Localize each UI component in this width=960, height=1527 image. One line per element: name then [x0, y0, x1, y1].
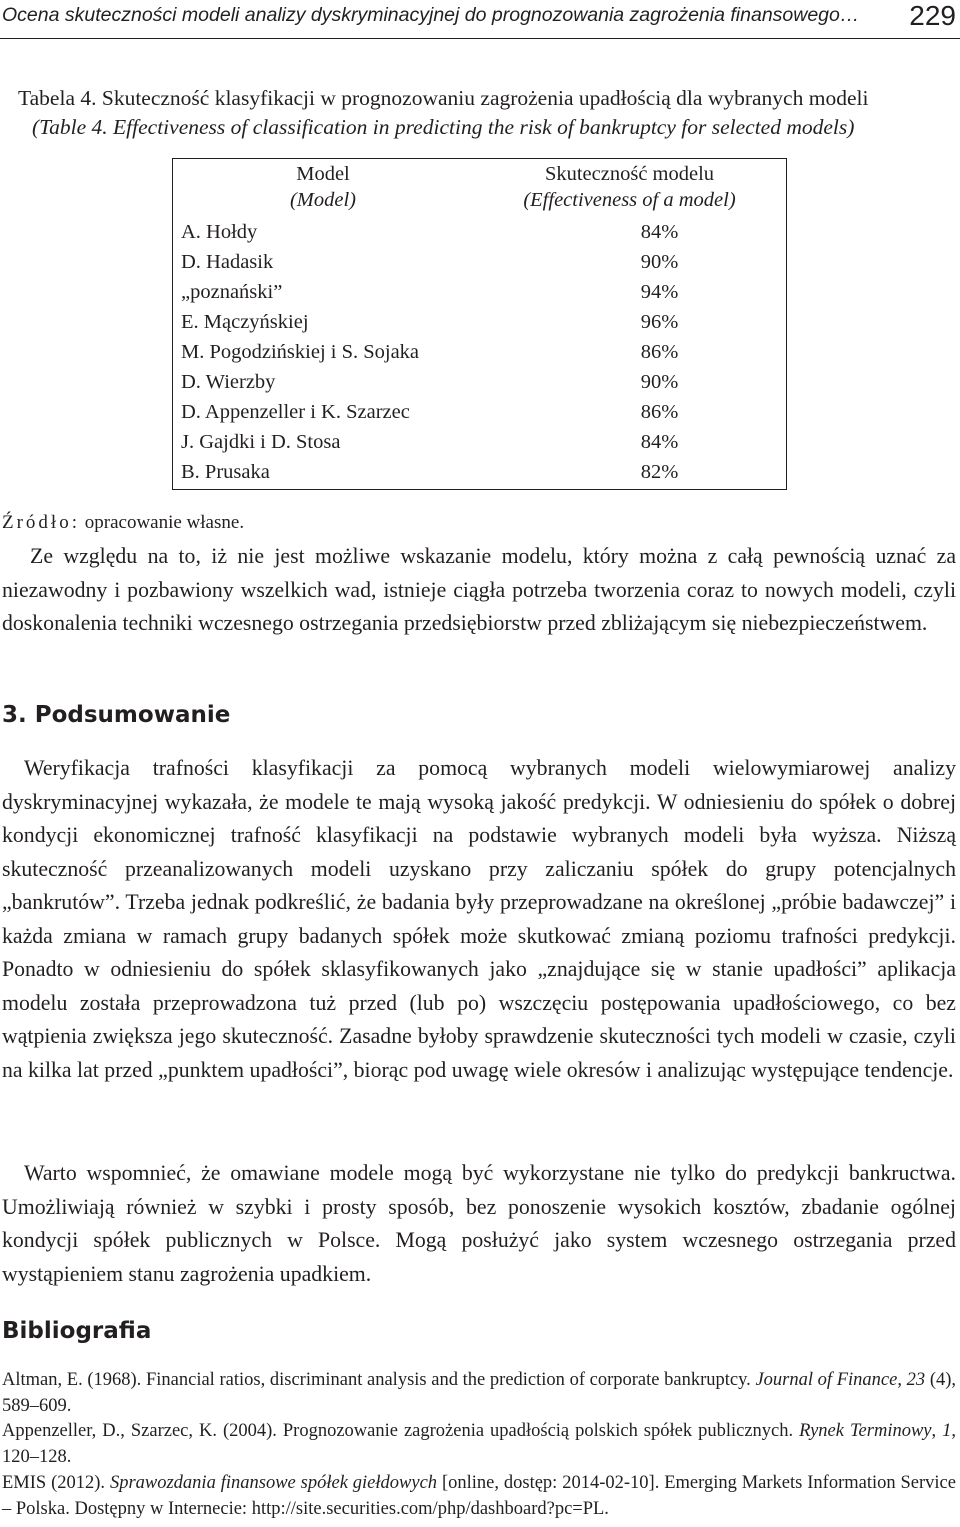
- model-name: J. Gajdki i D. Stosa: [181, 431, 341, 453]
- model-name: A. Hołdy: [181, 221, 258, 243]
- bib-volume: 1: [942, 1421, 952, 1441]
- bib-rest: (4), 589–609.: [2, 1370, 957, 1416]
- table-row: [173, 427, 787, 457]
- bib-authors: EMIS (2012).: [2, 1473, 110, 1493]
- table-row: [173, 457, 787, 490]
- column-header-model-en: (Model): [289, 189, 357, 211]
- table-caption: [18, 84, 868, 142]
- table-row: [173, 397, 787, 427]
- model-effectiveness: 84%: [640, 431, 679, 453]
- bib-authors: Appenzeller, D., Szarzec, K. (2004). Prognozowanie zagrożenia upadłością polskich spółek publicznych.: [2, 1421, 800, 1441]
- page-number: 229: [909, 0, 956, 31]
- bibliography-heading: Bibliografia: [2, 1318, 152, 1344]
- model-effectiveness: 86%: [640, 401, 679, 423]
- model-effectiveness: 90%: [640, 371, 679, 393]
- bib-title: Sprawozdania finansowe spółek giełdowych: [109, 1473, 438, 1493]
- model-name: D. Appenzeller i K. Szarzec: [181, 401, 410, 423]
- column-header-effectiveness: [473, 159, 787, 218]
- running-head: Ocena skuteczności modeli analizy dyskryminacyjnej do prognozowania zagrożenia finansowego…: [2, 4, 860, 26]
- model-name: D. Hadasik: [181, 251, 274, 273]
- source-label: Źródło:: [2, 512, 80, 533]
- page-header: [0, 0, 960, 39]
- model-name: D. Wierzby: [181, 371, 276, 393]
- bib-volume: 23: [906, 1370, 926, 1390]
- model-effectiveness: 96%: [640, 311, 679, 333]
- bibliography-entry: [2, 1367, 956, 1419]
- table-row: [173, 247, 787, 277]
- table-header-row: [173, 159, 787, 218]
- table-row: [173, 367, 787, 397]
- model-effectiveness: 82%: [640, 461, 679, 483]
- model-effectiveness: 84%: [640, 221, 679, 243]
- table-row: [173, 277, 787, 307]
- source-text: opracowanie własne.: [84, 512, 245, 533]
- results-table: [172, 158, 787, 490]
- model-effectiveness: 90%: [640, 251, 679, 273]
- table-source: [2, 512, 244, 534]
- bib-rest: , 120–128.: [2, 1421, 956, 1467]
- bib-separator: ,: [931, 1421, 943, 1441]
- column-header-effectiveness-pl: Skuteczność modelu: [544, 163, 715, 185]
- paragraph: Warto wspomnieć, że omawiane modele mogą być wykorzystane nie tylko do predykcji bankructwa. Umożliwiają również w szybki i prosty sposób, bez ponoszenie wysokich kosztów, zbadanie ogólnej kondycji spółek publicznych w Polsce. Mogą posłużyć jako system wczesnego ostrzegania przed wystąpieniem stanu zagrożenia upadkiem.: [2, 1161, 956, 1286]
- column-header-model: [173, 159, 474, 218]
- section-heading-summary: 3. Podsumowanie: [2, 702, 231, 728]
- table-caption-pl: Tabela 4. Skuteczność klasyfikacji w prognozowaniu zagrożenia upadłością dla wybranych modeli: [18, 86, 869, 110]
- bib-authors: Altman, E. (1968). Financial ratios, discriminant analysis and the prediction of corporate bankruptcy.: [2, 1370, 756, 1390]
- model-effectiveness: 94%: [640, 281, 679, 303]
- model-name: „poznański”: [181, 281, 283, 303]
- table-row: [173, 217, 787, 247]
- column-header-model-pl: Model: [296, 163, 350, 185]
- model-name: B. Prusaka: [181, 461, 270, 483]
- bib-journal: Journal of Finance: [755, 1370, 898, 1390]
- model-effectiveness: 86%: [640, 341, 679, 363]
- model-name: E. Mączyńskiej: [181, 311, 309, 333]
- table-caption-en: (Table 4. Effectiveness of classification in predicting the risk of bankruptcy for selected models): [32, 115, 855, 139]
- bib-separator: ,: [897, 1370, 907, 1390]
- bib-journal: Rynek Terminowy: [799, 1421, 932, 1441]
- bibliography-entry: [2, 1418, 956, 1470]
- bibliography-entry: [2, 1470, 956, 1522]
- table-row: [173, 307, 787, 337]
- paragraph: Weryfikacja trafności klasyfikacji za pomocą wybranych modeli wielowymiarowej analizy dyskryminacyjnej wykazała, że modele te mają wysoką jakość predykcji. W odniesieniu do spółek o dobrej kondycji ekonomicznej trafność klasyfikacji na podstawie wybranych modeli była wyższa. Niższą skuteczność przeanalizowanych modeli uzyskano przy zaliczaniu spółek do grupy potencjalnych „bankrutów”. Trzeba jednak podkreślić, że badania były przeprowadzane na określonej „próbie badawczej” i każda zmiana w ramach grupy badanych spółek może skutkować zmianą poziomu trafności predykcji. Ponadto w odniesieniu do spółek sklasyfikowanych jako „znajdujące się w stanie upadłości” aplikacja modelu została przeprowadzona tuż przed (lub po) wszczęciu postępowania upadłościowego, co bez wątpienia zwiększa jego skuteczność. Zasadne byłoby sprawdzenie skuteczności tych modeli w czasie, czyli na kilka lat przed „punktem upadłości”, biorąc pod uwagę wiele okresów i analizując występujące tendencje.: [2, 756, 956, 1082]
- paragraph: Ze względu na to, iż nie jest możliwe wskazanie modelu, który można z całą pewnością uznać za niezawodny i pozbawiony wszelkich wad, istnieje ciągła potrzeba tworzenia coraz to nowych modeli, czyli doskonalenia techniki wczesnego ostrzegania przedsiębiorstw przed zbliżającym się niebezpieczeństwem.: [2, 544, 956, 635]
- model-name: M. Pogodzińskiej i S. Sojaka: [181, 341, 420, 363]
- column-header-effectiveness-en: (Effectiveness of a model): [523, 189, 736, 211]
- bib-rest: [online, dostęp: 2014-02-10]. Emerging Markets Information Service – Polska. Dostępny w Internecie: http://site.securities.com/php/dashboard?pc=PL.: [2, 1473, 956, 1519]
- table-row: [173, 337, 787, 367]
